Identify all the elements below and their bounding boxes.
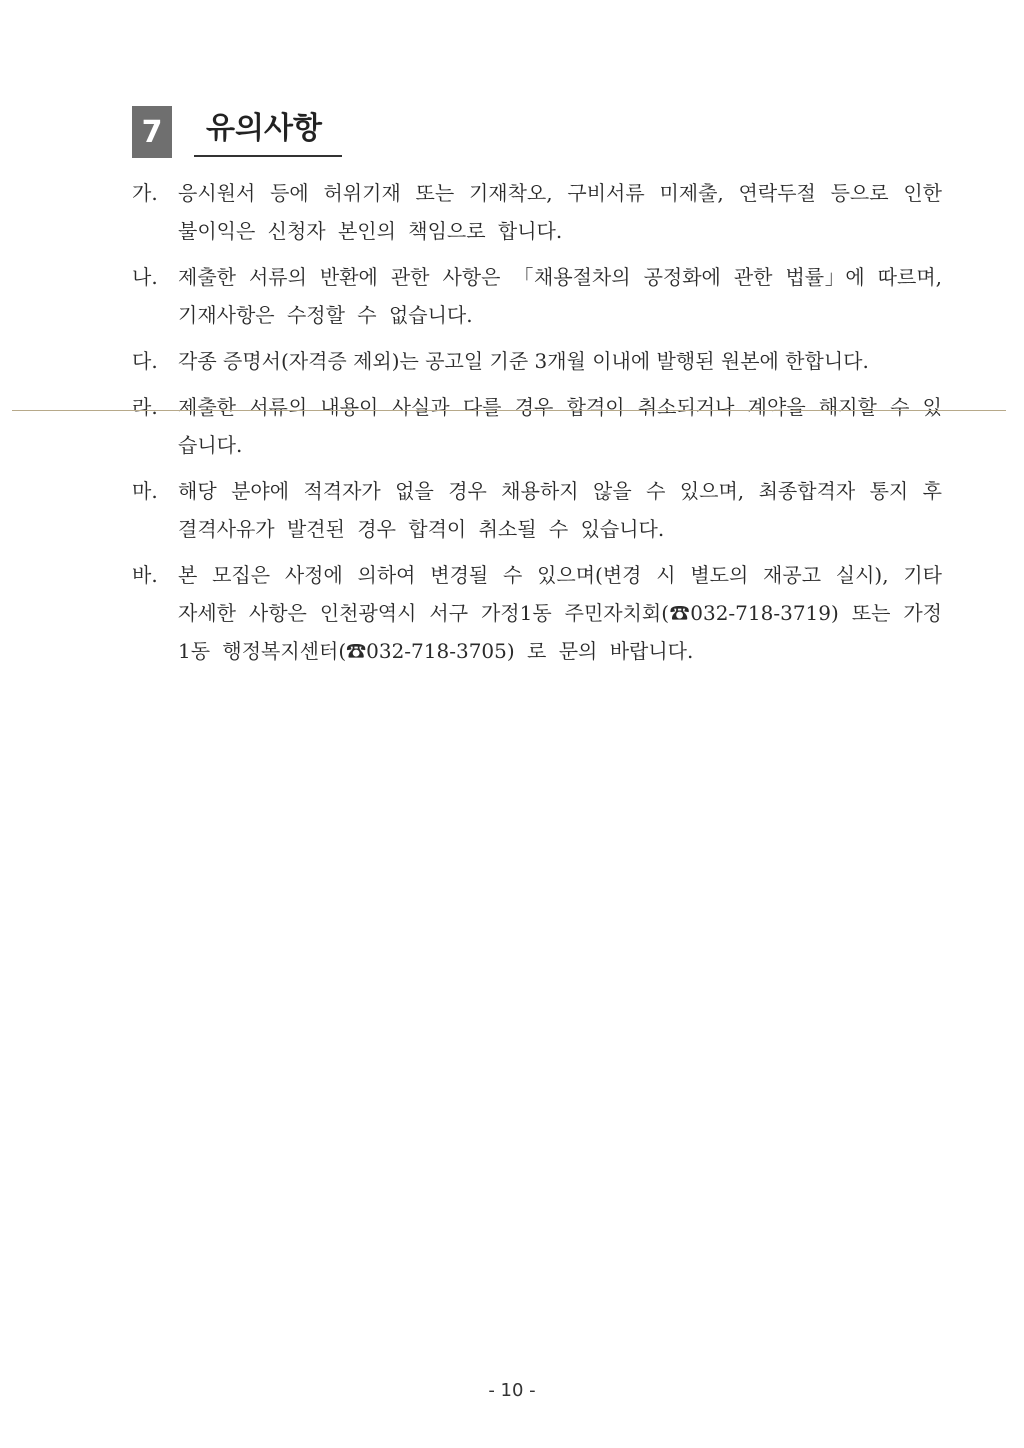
note-item-ga	[132, 174, 942, 250]
page-number: - 10 -	[488, 1380, 536, 1401]
note-marker: 바.	[132, 563, 158, 587]
note-item-na	[132, 258, 942, 334]
note-text: 본 모집은 사정에 의하여 변경될 수 있으며(변경 시 별도의 재공고 실시), 기타 자세한 사항은 인천광역시 서구 가정1동 주민자치회(☎032-718-3719) 또는 가정1동 행정복지센터(☎032-718-3705) 로 문의 바랍니다.	[178, 563, 942, 663]
horizontal-divider	[12, 410, 1006, 411]
note-text: 각종 증명서(자격증 제외)는 공고일 기준 3개월 이내에 발행된 원본에 한합니다.	[178, 349, 869, 373]
note-text: 해당 분야에 적격자가 없을 경우 채용하지 않을 수 있으며, 최종합격자 통지 후 결격사유가 발견된 경우 합격이 취소될 수 있습니다.	[178, 479, 942, 541]
note-text: 제출한 서류의 반환에 관한 사항은 「채용절차의 공정화에 관한 법률」에 따르며, 기재사항은 수정할 수 없습니다.	[178, 265, 942, 327]
note-text: 제출한 서류의 내용이 사실과 다를 경우 합격이 취소되거나 계약을 해지할 수 있습니다.	[178, 395, 942, 457]
note-marker: 나.	[132, 265, 158, 289]
note-item-ma	[132, 472, 942, 548]
section-header	[132, 106, 342, 158]
note-item-ba	[132, 556, 942, 670]
note-marker: 마.	[132, 479, 158, 503]
note-item-ra	[132, 388, 942, 464]
note-marker: 가.	[132, 181, 158, 205]
section-number-box: 7	[132, 106, 172, 158]
note-marker: 라.	[132, 395, 158, 419]
section-title: 유의사항	[194, 107, 342, 157]
note-marker: 다.	[132, 349, 158, 373]
notes-list	[132, 174, 942, 678]
note-text: 응시원서 등에 허위기재 또는 기재착오, 구비서류 미제출, 연락두절 등으로 인한 불이익은 신청자 본인의 책임으로 합니다.	[178, 181, 942, 243]
note-item-da	[132, 342, 942, 380]
